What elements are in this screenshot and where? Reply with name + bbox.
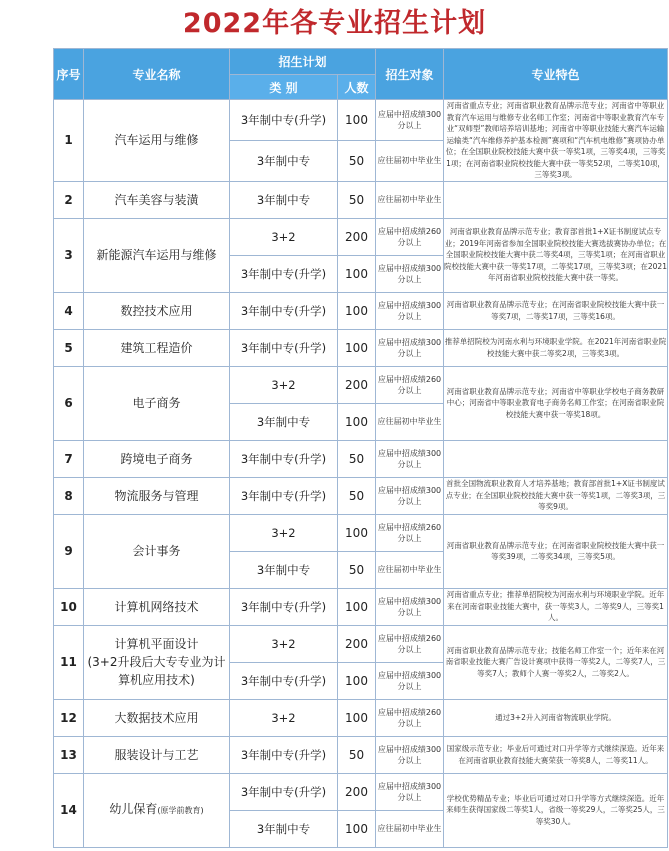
enrollment-target: 应届中招成绩260分以上 <box>376 514 444 551</box>
enrollment-target: 应届中招成绩260分以上 <box>376 699 444 736</box>
major-name: 幼儿保育 <box>109 802 158 816</box>
header-target: 招生对象 <box>376 49 444 100</box>
major-feature: 河南省重点专业；河南省职业教育品牌示范专业；河南省中等职业教育汽车运用与维修专业名师工作室；河南省中等职业教育汽车专业“双师型”教师培养培训基地；河南省中等职业技能大赛汽车运输运输类“汽车维修养护基本检测”赛项和“汽车机电维修”赛项协办单位；在全国职业院校技能大赛中获一等奖1项，三等奖4项，三等奖1项；在河南省职业院校技能大赛中获一等奖52项，二等奖10项，三等奖3项。 <box>444 100 668 182</box>
plan-category: 3+2 <box>230 514 338 551</box>
major-feature: 通过3+2升入河南省物流职业学院。 <box>444 699 668 736</box>
header-count: 人数 <box>338 75 376 100</box>
enrollment-target: 应届中招成绩300分以上 <box>376 662 444 699</box>
major-name: 会计事务 <box>132 544 181 558</box>
enrollment-target: 应往届初中毕业生 <box>376 181 444 218</box>
header-plan: 招生计划 <box>230 49 376 75</box>
major-name: 大数据技术应用 <box>114 710 199 725</box>
major-name: 计算机网络技术 <box>114 599 199 614</box>
plan-count: 100 <box>338 292 376 329</box>
major-name-cell <box>84 329 230 366</box>
major-name: 汽车美容与装潢 <box>114 192 199 207</box>
row-number: 9 <box>54 514 84 588</box>
row-number: 7 <box>54 440 84 477</box>
table-row <box>54 514 668 551</box>
plan-category: 3年制中专(升学) <box>230 100 338 141</box>
major-name-cell <box>84 292 230 329</box>
plan-count: 50 <box>338 140 376 181</box>
enrollment-target: 应届中招成绩300分以上 <box>376 736 444 773</box>
major-name: 数控技术应用 <box>120 303 193 318</box>
major-name: 电子商务 <box>132 396 181 410</box>
major-name: 服装设计与工艺 <box>114 747 199 762</box>
table-row <box>54 699 668 736</box>
major-name-cell <box>84 699 230 736</box>
plan-category: 3年制中专(升学) <box>230 255 338 292</box>
plan-category: 3年制中专 <box>230 140 338 181</box>
major-name-cell <box>84 366 230 440</box>
major-name-cell <box>84 736 230 773</box>
plan-category: 3年制中专(升学) <box>230 292 338 329</box>
table-row <box>54 736 668 773</box>
plan-category: 3年制中专(升学) <box>230 329 338 366</box>
plan-category: 3+2 <box>230 625 338 662</box>
major-feature: 首批全国物流职业教育人才培养基地；教育部首批1+X证书制度试点专业；在全国职业院校技能大赛中获一等奖1项，二等奖3项，三等奖9项。 <box>444 477 668 514</box>
table-row <box>54 440 668 477</box>
enrollment-target: 应届中招成绩300分以上 <box>376 255 444 292</box>
plan-count: 50 <box>338 736 376 773</box>
table-body <box>54 100 668 848</box>
major-name-cell <box>84 440 230 477</box>
plan-count: 100 <box>338 403 376 440</box>
major-feature: 河南省职业教育品牌示范专业；在河南省职业院校技能大赛中获一等奖7项，二等奖17项，三等奖16项。 <box>444 292 668 329</box>
row-number: 10 <box>54 588 84 625</box>
major-note: (3+2升段后大专专业为计算机应用技术) <box>87 655 226 687</box>
enrollment-target: 应届中招成绩300分以上 <box>376 477 444 514</box>
plan-count: 100 <box>338 255 376 292</box>
enrollment-target: 应往届初中毕业生 <box>376 403 444 440</box>
major-feature: 国家级示范专业；毕业后可通过对口升学等方式继续深造。近年来在河南省职业教育技能大赛荣获一等奖8人，二等奖11人。 <box>444 736 668 773</box>
major-name-cell <box>84 514 230 588</box>
row-number: 13 <box>54 736 84 773</box>
header-feature: 专业特色 <box>444 49 668 100</box>
plan-count: 50 <box>338 477 376 514</box>
major-name-cell <box>84 477 230 514</box>
table-row <box>54 181 668 218</box>
table-row <box>54 329 668 366</box>
table-row <box>54 218 668 255</box>
enrollment-target: 应届中招成绩300分以上 <box>376 773 444 810</box>
major-feature: 河南省职业教育品牌示范专业；河南省中等职业学校电子商务教研中心；河南省中等职业教育电子商务名师工作室；在河南省职业院校技能大赛中获一等奖18项。 <box>444 366 668 440</box>
major-feature <box>444 181 668 218</box>
table-row <box>54 477 668 514</box>
plan-count: 200 <box>338 773 376 810</box>
major-feature <box>444 440 668 477</box>
major-name: 计算机平面设计 <box>114 637 199 651</box>
plan-count: 50 <box>338 181 376 218</box>
plan-category: 3年制中专(升学) <box>230 440 338 477</box>
plan-count: 100 <box>338 100 376 141</box>
major-feature: 河南省职业教育品牌示范专业；在河南省职业院校技能大赛中获一等奖39项，二等奖34项，三等奖5项。 <box>444 514 668 588</box>
major-feature: 河南省职业教育品牌示范专业；技能名师工作室一个；近年来在河南省职业技能大赛广告设计赛项中获得一等奖2人，二等奖7人，三等奖7人；教师个人赛一等奖2人，二等奖2人。 <box>444 625 668 699</box>
row-number: 14 <box>54 773 84 847</box>
row-number: 5 <box>54 329 84 366</box>
enrollment-target: 应届中招成绩300分以上 <box>376 292 444 329</box>
major-name: 汽车运用与维修 <box>114 133 199 148</box>
major-name-cell <box>84 100 230 182</box>
header-no: 序号 <box>54 49 84 100</box>
enrollment-target: 应届中招成绩260分以上 <box>376 218 444 255</box>
major-name: 物流服务与管理 <box>114 488 199 503</box>
row-number: 1 <box>54 100 84 182</box>
row-number: 12 <box>54 699 84 736</box>
plan-count: 50 <box>338 551 376 588</box>
major-name-cell <box>84 588 230 625</box>
row-number: 6 <box>54 366 84 440</box>
enrollment-target: 应往届初中毕业生 <box>376 551 444 588</box>
major-feature: 河南省重点专业；推荐单招院校为河南水利与环境职业学院。近年来在河南省职业技能大赛中，获一等奖3人，二等奖9人，三等奖1人。 <box>444 588 668 625</box>
plan-category: 3年制中专(升学) <box>230 773 338 810</box>
major-note: (原学前教育) <box>157 806 204 815</box>
row-number: 11 <box>54 625 84 699</box>
row-number: 3 <box>54 218 84 292</box>
major-feature: 河南省职业教育品牌示范专业；教育部首批1+X证书制度试点专业；2019年河南省参加全国职业院校技能大赛选拔赛协办单位；在全国职业院校技能大赛中获二等奖4项，三等奖1项；在河南省职业院校技能大赛中获一等奖17项，二等奖17项，三等奖3项；在2021年河南省职业院校技能大赛中获一等奖。 <box>444 218 668 292</box>
enrollment-target: 应届中招成绩300分以上 <box>376 440 444 477</box>
plan-count: 200 <box>338 366 376 403</box>
table-row <box>54 292 668 329</box>
plan-count: 100 <box>338 588 376 625</box>
enrollment-target: 应届中招成绩300分以上 <box>376 100 444 141</box>
row-number: 8 <box>54 477 84 514</box>
enrollment-target: 应届中招成绩300分以上 <box>376 588 444 625</box>
plan-category: 3年制中专(升学) <box>230 588 338 625</box>
header-category: 类 别 <box>230 75 338 100</box>
major-name-cell <box>84 625 230 699</box>
plan-count: 100 <box>338 662 376 699</box>
enrollment-target: 应届中招成绩300分以上 <box>376 329 444 366</box>
plan-category: 3年制中专(升学) <box>230 477 338 514</box>
plan-count: 100 <box>338 329 376 366</box>
major-feature: 学校优势精品专业；毕业后可通过对口升学等方式继续深造。近年来师生获得国家级二等奖1人，省级一等奖29人，二等奖25人，三等奖30人。 <box>444 773 668 847</box>
major-name-cell <box>84 218 230 292</box>
plan-category: 3年制中专 <box>230 551 338 588</box>
plan-category: 3+2 <box>230 366 338 403</box>
row-number: 4 <box>54 292 84 329</box>
major-name: 跨境电子商务 <box>120 451 193 466</box>
table-row <box>54 588 668 625</box>
table-row <box>54 773 668 810</box>
major-name: 新能源汽车运用与维修 <box>96 248 217 262</box>
plan-count: 100 <box>338 810 376 847</box>
plan-count: 100 <box>338 514 376 551</box>
plan-category: 3+2 <box>230 218 338 255</box>
major-feature: 推荐单招院校为河南水利与环境职业学院。在2021年河南省职业院校技能大赛中获二等奖2项，三等奖3项。 <box>444 329 668 366</box>
row-number: 2 <box>54 181 84 218</box>
plan-count: 200 <box>338 625 376 662</box>
plan-category: 3+2 <box>230 699 338 736</box>
plan-category: 3年制中专(升学) <box>230 662 338 699</box>
plan-category: 3年制中专 <box>230 810 338 847</box>
major-name-cell <box>84 773 230 847</box>
table-row <box>54 366 668 403</box>
enrollment-target: 应届中招成绩260分以上 <box>376 366 444 403</box>
major-name: 建筑工程造价 <box>120 340 193 355</box>
plan-count: 200 <box>338 218 376 255</box>
table-row <box>54 100 668 141</box>
major-name-cell <box>84 181 230 218</box>
enrollment-target: 应届中招成绩260分以上 <box>376 625 444 662</box>
plan-category: 3年制中专 <box>230 403 338 440</box>
header-major: 专业名称 <box>84 49 230 100</box>
plan-category: 3年制中专(升学) <box>230 736 338 773</box>
header-row <box>54 49 668 75</box>
table-row <box>54 625 668 662</box>
enrollment-target: 应往届初中毕业生 <box>376 140 444 181</box>
plan-count: 100 <box>338 699 376 736</box>
plan-category: 3年制中专 <box>230 181 338 218</box>
enrollment-plan-table <box>53 48 668 848</box>
enrollment-target: 应往届初中毕业生 <box>376 810 444 847</box>
page-title: 2022年各专业招生计划 <box>182 8 487 39</box>
plan-count: 50 <box>338 440 376 477</box>
